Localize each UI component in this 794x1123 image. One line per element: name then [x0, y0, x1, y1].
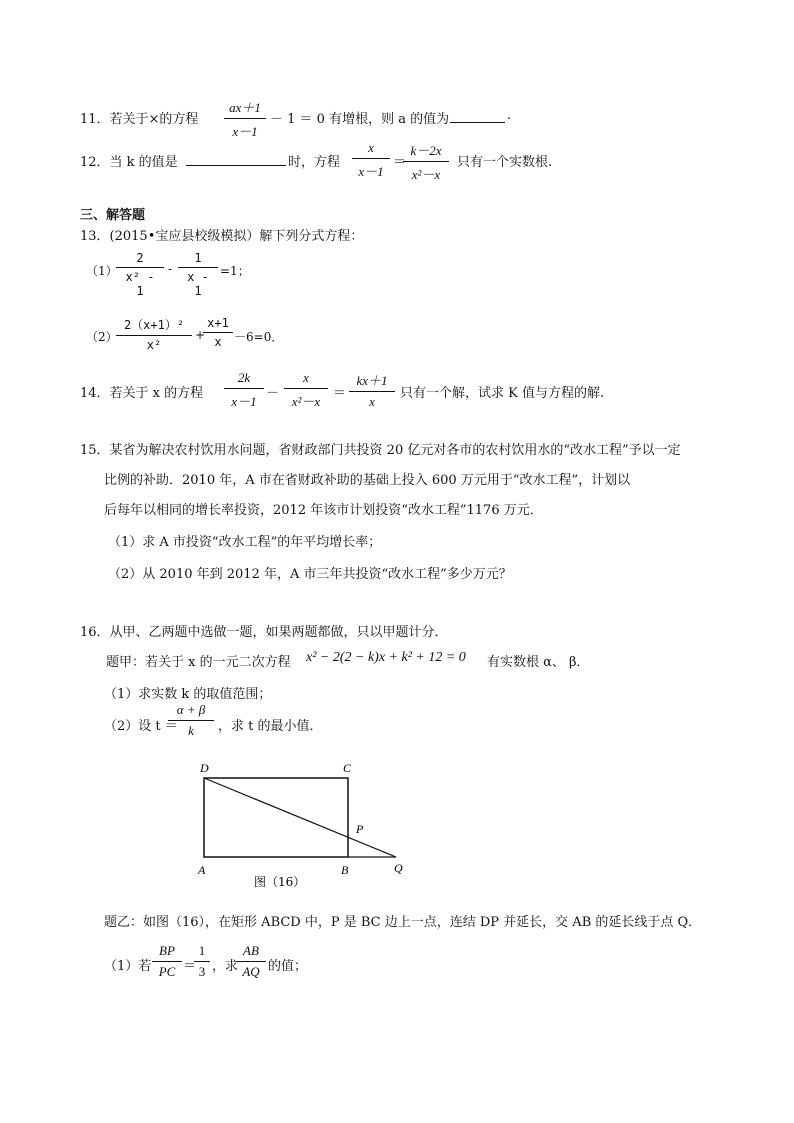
q11-answer-blank[interactable] — [450, 110, 505, 123]
q12-mid: 时，方程 — [288, 155, 341, 170]
q16-t-denominator: k — [188, 723, 194, 738]
q13-p1-rhs: =1； — [220, 264, 250, 278]
q16-yi-mid: ，求 — [212, 959, 239, 974]
q13-p2-fraction-1 — [116, 316, 192, 352]
q15-line-1: 15．某省为解决农村饮用水问题，省财政部门共投资 20 亿元对各市的农村饮用水的“改水工程”予以一定 — [80, 443, 681, 458]
q13-p2-f2-denominator: x — [214, 335, 222, 349]
q12-fraction-2 — [403, 140, 449, 183]
q13-p2-fraction-2 — [203, 316, 233, 349]
q16-yi-f3-numerator: AB — [236, 943, 266, 962]
q16-jia-sub-1: （1）求实数 k 的取值范围； — [104, 687, 272, 702]
q16-yi-equals: ＝ — [183, 959, 197, 974]
q16-jia-equation: x² − 2(2 − k)x + k² + 12 = 0 — [306, 650, 466, 665]
figure-16 — [190, 755, 420, 895]
q12-f1-denominator: x－1 — [358, 164, 384, 179]
q16-jia-suffix: 有实数根 α、 β． — [487, 655, 590, 670]
q13-p2-f1-denominator: x² — [146, 338, 162, 352]
q16-yi-f2-numerator: 1 — [194, 943, 210, 962]
q16-jia-sub-2-suffix: ，求 t 的最小值． — [218, 719, 323, 734]
q12-f1-numerator: x — [352, 140, 390, 159]
q14-f3-numerator: kx＋1 — [349, 370, 395, 392]
q16-yi-sub-1-prefix: （1）若 — [104, 959, 152, 974]
q12-answer-blank[interactable] — [186, 153, 286, 166]
q11-prefix: 11．若关于×的方程 — [80, 112, 199, 127]
q13-part2-label: （2） — [86, 330, 118, 344]
q13-p2-rhs: －6=0． — [234, 330, 284, 344]
q16-yi-fraction-bp-pc — [152, 943, 182, 980]
q13-p1-f1-denominator: x² - 1 — [125, 270, 155, 298]
q13-p1-f2-numerator: 1 — [178, 251, 218, 268]
q15-sub-2: （2）从 2010 年到 2012 年，A 市三年共投资“改水工程”多少万元？ — [108, 567, 512, 582]
q12-prefix: 12．当 k 的值是 — [80, 155, 178, 170]
q13-part1-label: （1） — [86, 264, 118, 278]
q14-f1-numerator: 2k — [224, 370, 264, 389]
q14-fraction-3 — [349, 370, 395, 410]
q16-intro: 16．从甲、乙两题中选做一题，如果两题都做，只以甲题计分． — [80, 625, 448, 640]
q12-f2-denominator: x²－x — [411, 167, 441, 182]
q15-line-2: 比例的补助．2010 年，A 市在省财政补助的基础上投入 600 万元用于“改水工程”，计划以 — [104, 473, 631, 488]
q16-yi-suffix: 的值； — [268, 959, 308, 974]
q12-fraction-1 — [352, 140, 390, 180]
q13-p1-minus: - — [168, 262, 173, 276]
q16-jia-prefix: 题甲：若关于 x 的一元二次方程 — [106, 655, 291, 670]
q14-f1-denominator: x－1 — [231, 394, 257, 409]
label-c: C — [343, 761, 352, 775]
rectangle-abcd — [204, 778, 348, 857]
q16-yi-f1-denominator: PC — [158, 964, 176, 979]
q14-suffix: 只有一个解，试求 K 值与方程的解. — [400, 386, 605, 401]
q11-end: . — [507, 108, 512, 123]
q16-t-fraction — [168, 702, 214, 739]
q13-p2-f2-numerator: x+1 — [203, 316, 233, 333]
q14-prefix: 14．若关于 x 的方程 — [80, 386, 204, 401]
q16-yi-fraction-ab-aq — [236, 943, 266, 980]
q16-yi-fraction-one-third — [194, 943, 210, 980]
q15-line-3: 后每年以相同的增长率投资，2012 年该市计划投资“改水工程”1176 万元． — [104, 503, 543, 518]
q14-fraction-2 — [284, 370, 328, 410]
line-dq — [204, 778, 396, 857]
q16-yi-f2-denominator: 3 — [198, 964, 206, 979]
q16-yi-f3-denominator: AQ — [242, 964, 260, 979]
q14-f2-denominator: x²－x — [291, 394, 321, 409]
q14-f3-denominator: x — [369, 394, 375, 409]
q14-f2-numerator: x — [284, 370, 328, 389]
q11-denominator: x－1 — [232, 124, 258, 139]
q12-suffix: 只有一个实数根. — [457, 155, 553, 170]
q15-sub-1: （1）求 A 市投资“改水工程”的年平均增长率； — [108, 535, 382, 550]
q13-p2-plus: + — [195, 328, 206, 342]
q11-numerator: ax＋1 — [224, 97, 266, 119]
section-title: 三、解答题 — [80, 208, 146, 223]
figure-caption: 图（16） — [254, 875, 306, 889]
q13-p1-f1-numerator: 2 — [116, 251, 164, 268]
q16-yi-f1-numerator: BP — [152, 943, 182, 962]
label-d: D — [200, 761, 209, 775]
label-a: A — [198, 863, 206, 877]
q13-p2-f1-numerator: 2（x+1）² — [116, 316, 192, 336]
q14-fraction-1 — [224, 370, 264, 410]
q14-minus: － — [266, 386, 280, 401]
q11-after-fraction: － 1 ＝ 0 有增根，则 a 的值为 — [270, 112, 450, 127]
q13-p1-fraction-1 — [116, 251, 164, 298]
q12-f2-numerator: k－2x — [403, 140, 449, 162]
label-p: P — [356, 822, 364, 836]
q13-p1-f2-denominator: x - 1 — [187, 270, 209, 298]
label-b: B — [341, 863, 349, 877]
q12-equals: ＝ — [393, 155, 407, 170]
q11-fraction — [224, 97, 266, 140]
q16-jia-sub-2-prefix: （2）设 t ＝ — [104, 719, 178, 734]
q16-yi-text: 题乙：如图（16），在矩形 ABCD 中，P 是 BC 边上一点，连结 DP 并延长，交 AB 的延长线于点 Q． — [104, 915, 702, 930]
q14-equals: ＝ — [333, 386, 347, 401]
q13-p1-fraction-2 — [178, 251, 218, 298]
label-q: Q — [394, 861, 403, 875]
q16-t-numerator: α + β — [168, 702, 214, 721]
q13-intro: 13．(2015•宝应县校级模拟）解下列分式方程： — [80, 229, 364, 244]
